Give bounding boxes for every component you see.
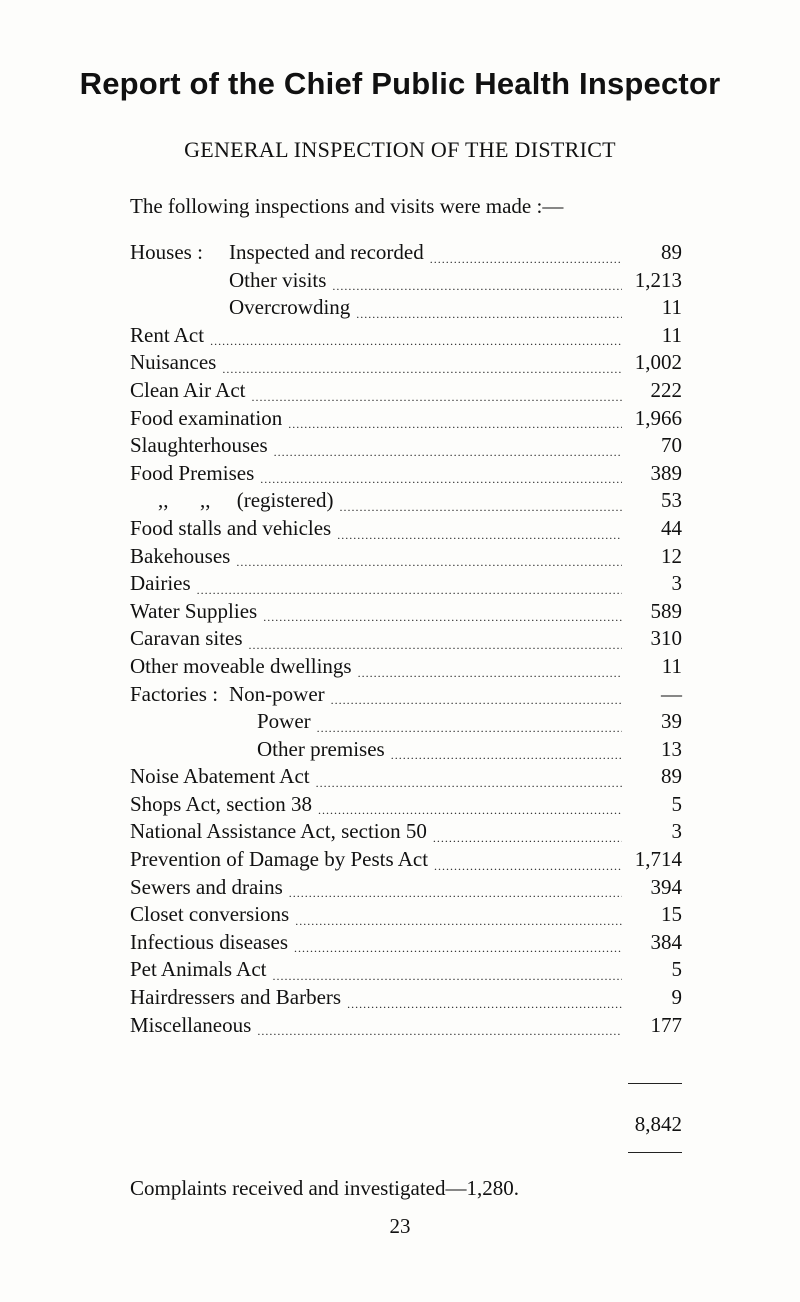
list-item: [130, 1013, 682, 1041]
list-item: [130, 350, 682, 378]
item-value: 389: [650, 460, 682, 485]
item-value: 39: [661, 709, 682, 734]
item-value: 89: [661, 764, 682, 789]
item-label: Rent Act: [130, 322, 205, 347]
total-rule-bottom: [628, 1152, 682, 1153]
item-value: 15: [661, 902, 682, 927]
item-value: 89: [661, 240, 682, 264]
dot-leader: [316, 776, 622, 788]
list-item: [130, 488, 682, 516]
dot-leader: [273, 969, 623, 981]
dot-leader: [332, 279, 622, 291]
dot-leader: [337, 528, 622, 540]
item-label: Inspected and recorded: [229, 240, 424, 264]
list-item: [130, 599, 682, 627]
item-value: 1,002: [634, 350, 682, 375]
item-value: 70: [661, 433, 682, 458]
item-value: 3: [671, 819, 682, 844]
item-label: Hairdressers and Barbers: [130, 985, 342, 1010]
list-item: [130, 847, 682, 875]
dot-leader: [391, 748, 622, 760]
houses-prefix: Houses :: [130, 240, 203, 264]
item-label: Bakehouses: [130, 543, 231, 568]
item-label: Water Supplies: [130, 598, 258, 623]
item-value: 13: [661, 736, 682, 761]
dot-leader: [430, 252, 622, 264]
dot-leader: [288, 417, 622, 429]
item-label: Overcrowding: [229, 295, 351, 320]
item-label: Dairies: [130, 571, 191, 596]
item-label: National Assistance Act, section 50: [130, 819, 427, 844]
list-item: [130, 295, 682, 323]
dot-leader: [263, 610, 622, 622]
list-item: [130, 737, 682, 765]
item-label: Food Premises: [130, 460, 255, 485]
list-item: [130, 516, 682, 544]
list-item: [130, 323, 682, 351]
item-value: 44: [661, 515, 682, 540]
dot-leader: [257, 1024, 622, 1036]
list-item: [130, 902, 682, 930]
list-item: [130, 985, 682, 1013]
item-value: —: [661, 681, 682, 706]
item-label: Miscellaneous: [130, 1012, 252, 1037]
item-value: 222: [650, 377, 682, 402]
page-title: Report of the Chief Public Health Inspector: [79, 66, 721, 101]
complaints-note: Complaints received and investigated—1,280.: [130, 1176, 519, 1200]
item-label: Food stalls and vehicles: [130, 515, 332, 540]
dot-leader: [347, 997, 622, 1009]
list-item: [130, 930, 682, 958]
item-value: 12: [661, 543, 682, 568]
dot-leader: [249, 638, 622, 650]
dot-leader: [197, 583, 622, 595]
item-value: 5: [671, 791, 682, 816]
list-item: [130, 957, 682, 985]
item-value: 11: [661, 295, 682, 320]
item-value: 177: [650, 1012, 682, 1037]
dot-leader: [433, 831, 622, 843]
list-item: [130, 544, 682, 572]
item-value: 53: [661, 488, 682, 513]
dot-leader: [289, 886, 622, 898]
item-value: 394: [650, 874, 682, 899]
item-label: Pet Animals Act: [130, 957, 267, 982]
list-item: [130, 433, 682, 461]
item-label: ,, ,, (registered): [158, 488, 334, 513]
item-value: 1,966: [634, 405, 682, 430]
item-label: Slaughterhouses: [130, 433, 268, 458]
list-item: [130, 240, 682, 268]
item-value: 310: [650, 626, 682, 651]
dot-leader: [340, 500, 622, 512]
item-value: 9: [671, 985, 682, 1010]
item-value: 3: [671, 571, 682, 596]
item-label: Shops Act, section 38: [130, 791, 312, 816]
item-label: Other premises: [257, 736, 385, 761]
item-label: Non-power: [229, 681, 325, 706]
item-value: 5: [671, 957, 682, 982]
item-label: Other visits: [229, 267, 327, 292]
item-label: Nuisances: [130, 350, 217, 375]
item-value: 1,213: [634, 267, 682, 292]
dot-leader: [260, 472, 622, 484]
list-item: [130, 654, 682, 682]
list-item: [130, 875, 682, 903]
list-item: [130, 378, 682, 406]
item-label: Caravan sites: [130, 626, 243, 651]
dot-leader: [356, 307, 622, 319]
dot-leader: [358, 666, 622, 678]
list-item: [130, 571, 682, 599]
total-rule-top: [628, 1083, 682, 1084]
dot-leader: [210, 334, 622, 346]
item-label: Other moveable dwellings: [130, 653, 352, 678]
dot-leader: [251, 390, 622, 402]
dot-leader: [294, 941, 622, 953]
list-item: [130, 268, 682, 296]
intro-text: The following inspections and visits were made :—: [130, 194, 564, 218]
page-number: 23: [389, 1214, 411, 1238]
inspection-list: [130, 240, 682, 1040]
item-value: 589: [650, 598, 682, 623]
list-item: [130, 709, 682, 737]
list-item: [130, 682, 682, 710]
list-item: [130, 461, 682, 489]
dot-leader: [317, 721, 622, 733]
item-value: 1,714: [634, 847, 682, 872]
list-item: [130, 792, 682, 820]
dot-leader: [295, 914, 622, 926]
item-label: Clean Air Act: [130, 377, 246, 402]
factories-prefix: Factories :: [130, 681, 219, 706]
dot-leader: [222, 362, 622, 374]
item-value: 11: [661, 653, 682, 678]
dot-leader: [331, 693, 622, 705]
item-label: Power: [257, 709, 311, 734]
item-label: Sewers and drains: [130, 874, 283, 899]
item-label: Closet conversions: [130, 902, 290, 927]
item-label: Prevention of Damage by Pests Act: [130, 847, 429, 872]
dot-leader: [434, 859, 622, 871]
item-value: 11: [661, 322, 682, 347]
item-label: Noise Abatement Act: [130, 764, 310, 789]
list-item: [130, 626, 682, 654]
list-item: [130, 406, 682, 434]
item-label: Infectious diseases: [130, 929, 289, 954]
section-heading: GENERAL INSPECTION OF THE DISTRICT: [184, 137, 616, 162]
dot-leader: [236, 555, 622, 567]
dot-leader: [318, 803, 622, 815]
dot-leader: [274, 445, 622, 457]
list-item: [130, 764, 682, 792]
list-item: [130, 819, 682, 847]
item-label: Food examination: [130, 405, 283, 430]
item-value: 384: [650, 929, 682, 954]
total-value: 8,842: [634, 1112, 682, 1136]
